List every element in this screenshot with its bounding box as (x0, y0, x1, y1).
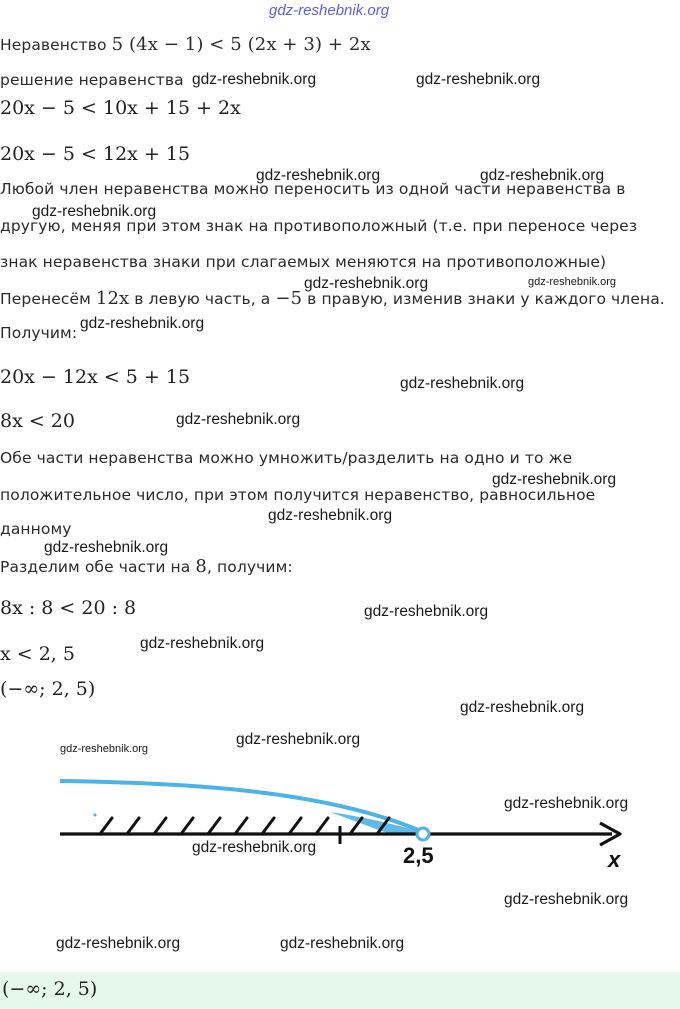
watermark[interactable]: gdz-reshebnik.org (140, 635, 265, 652)
divide-rule-1: Обе части неравенства можно умножить/разделить на одно и то же (0, 449, 573, 467)
divide-rule-2: положительное число, при этом получится неравенство, равносильное (0, 486, 596, 504)
point-label: 2,5 (403, 843, 434, 868)
watermark[interactable]: gdz-reshebnik.org (56, 935, 181, 952)
hatching (100, 818, 389, 834)
transfer-m2: −5 (275, 288, 303, 309)
transfer-b: в левую часть, а (129, 290, 276, 308)
divide-a: Разделим обе части на (0, 558, 196, 576)
watermark[interactable]: gdz-reshebnik.org (504, 795, 629, 812)
math-interval: (−∞; 2, 5) (0, 678, 96, 700)
transfer-a: Перенесём (0, 290, 96, 308)
math-step-5: 8x : 8 < 20 : 8 (0, 597, 137, 619)
transfer-m1: 12x (95, 288, 130, 309)
watermark[interactable]: gdz-reshebnik.org (192, 71, 317, 88)
watermark[interactable]: gdz-reshebnik.org (32, 203, 157, 220)
open-point (417, 828, 429, 840)
watermark[interactable]: gdz-reshebnik.org (460, 699, 585, 716)
transfer-c: в правую, изменив знаки у каждого члена. (302, 290, 665, 308)
watermark[interactable]: gdz-reshebnik.org (416, 71, 541, 88)
divide-b: , получим: (206, 558, 293, 576)
watermark[interactable]: gdz-reshebnik.org (480, 167, 605, 184)
math-step-6: x < 2, 5 (0, 643, 75, 665)
watermark[interactable]: gdz-reshebnik.org (364, 603, 489, 620)
math-step-1: 20x − 5 < 10x + 15 + 2x (0, 97, 241, 119)
watermark[interactable]: gdz-reshebnik.org (80, 315, 205, 332)
watermark[interactable]: gdz-reshebnik.org (268, 507, 393, 524)
get-label: Получим: (0, 324, 78, 342)
math-step-2: 20x − 5 < 12x + 15 (0, 143, 191, 165)
watermark[interactable]: gdz-reshebnik.org (192, 839, 317, 856)
rule-text-3: знак неравенства знаки при слагаемых меняются на противоположные) (0, 253, 607, 271)
watermark[interactable]: gdz-reshebnik.org (528, 276, 617, 288)
start-dot (94, 814, 97, 817)
watermark[interactable]: gdz-reshebnik.org (44, 539, 169, 556)
watermark[interactable]: gdz-reshebnik.org (492, 471, 617, 488)
divide-rule-3: данному (0, 520, 72, 538)
label-text: Неравенство (0, 36, 112, 54)
watermark[interactable]: gdz-reshebnik.org (60, 743, 149, 755)
watermark[interactable]: gdz-reshebnik.org (236, 731, 361, 748)
rule-text-2: другую, меняя при этом знак на противоположный (т.е. при переносе через (0, 217, 638, 235)
math-step-4: 8x < 20 (0, 410, 75, 432)
math-step-3: 20x − 12x < 5 + 15 (0, 366, 191, 388)
answer-math: (−∞; 2, 5) (2, 978, 98, 1000)
watermark-top[interactable]: gdz-reshebnik.org (269, 2, 390, 19)
divide-m: 8 (195, 556, 207, 577)
watermark[interactable]: gdz-reshebnik.org (504, 891, 629, 908)
watermark[interactable]: gdz-reshebnik.org (304, 275, 429, 292)
watermark[interactable]: gdz-reshebnik.org (400, 375, 525, 392)
watermark[interactable]: gdz-reshebnik.org (256, 167, 381, 184)
watermark[interactable]: gdz-reshebnik.org (280, 935, 405, 952)
line-solution-heading: решение неравенства (0, 71, 184, 89)
answer-box (0, 972, 680, 1009)
axis-label: x (608, 847, 621, 872)
rule-text-1: Любой член неравенства можно переносить из одной части неравенства в (0, 180, 626, 198)
inequality-math: 5 (4x − 1) < 5 (2x + 3) + 2x (111, 34, 371, 55)
watermark[interactable]: gdz-reshebnik.org (176, 411, 301, 428)
